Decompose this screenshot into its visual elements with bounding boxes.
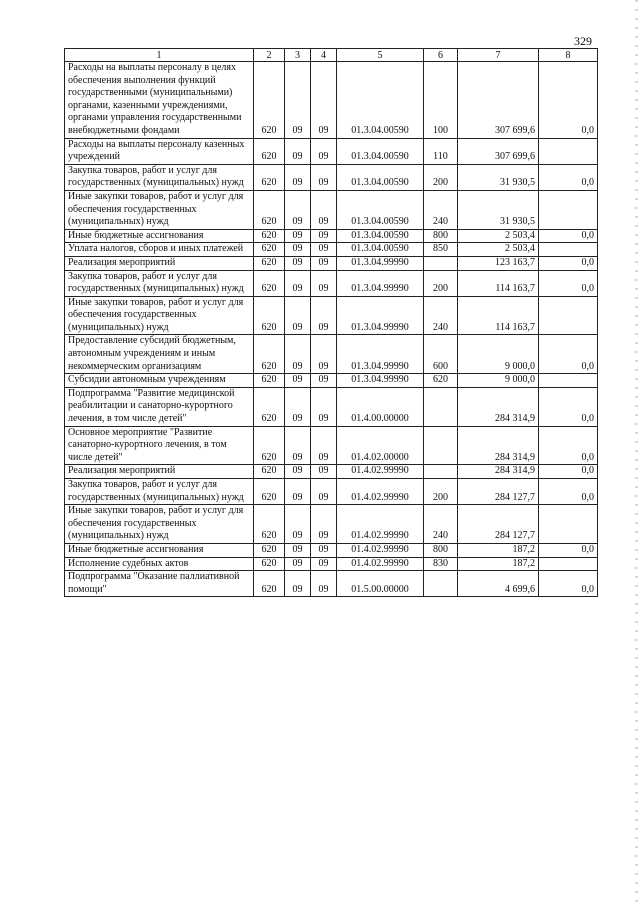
row-expense-type-cell [424, 571, 458, 597]
row-change-cell: 0,0 [539, 270, 598, 296]
table-row [65, 164, 598, 190]
row-amount-cell: 284 314,9 [458, 426, 539, 465]
header-col-7: 7 [458, 49, 539, 62]
row-amount-cell: 284 314,9 [458, 387, 539, 426]
row-name-cell: Субсидии автономным учреждениям [65, 374, 254, 388]
row-code-cell: 620 [254, 571, 285, 597]
row-section-cell: 09 [285, 543, 311, 557]
row-section-cell: 09 [285, 256, 311, 270]
row-expense-type-cell: 110 [424, 138, 458, 164]
row-change-cell [539, 296, 598, 335]
scan-edge-mark [635, 0, 638, 905]
row-target-article-cell: 01.3.04.00590 [337, 229, 424, 243]
table-row [65, 465, 598, 479]
row-expense-type-cell: 200 [424, 479, 458, 505]
row-target-article-cell: 01.3.04.99990 [337, 256, 424, 270]
row-target-article-cell: 01.3.04.99990 [337, 296, 424, 335]
row-expense-type-cell: 600 [424, 335, 458, 374]
row-target-article-cell: 01.3.04.00590 [337, 164, 424, 190]
row-expense-type-cell [424, 426, 458, 465]
header-col-2: 2 [254, 49, 285, 62]
row-subsection-cell: 09 [311, 164, 337, 190]
row-code-cell: 620 [254, 243, 285, 257]
row-name-cell: Реализация мероприятий [65, 256, 254, 270]
row-code-cell: 620 [254, 505, 285, 544]
row-expense-type-cell: 850 [424, 243, 458, 257]
row-change-cell: 0,0 [539, 164, 598, 190]
row-section-cell: 09 [285, 335, 311, 374]
row-amount-cell: 114 163,7 [458, 270, 539, 296]
row-change-cell: 0,0 [539, 465, 598, 479]
row-section-cell: 09 [285, 479, 311, 505]
row-code-cell: 620 [254, 256, 285, 270]
table-row [65, 571, 598, 597]
row-amount-cell: 4 699,6 [458, 571, 539, 597]
row-target-article-cell: 01.3.04.00590 [337, 190, 424, 229]
row-amount-cell: 284 127,7 [458, 505, 539, 544]
row-subsection-cell: 09 [311, 62, 337, 139]
row-code-cell: 620 [254, 164, 285, 190]
row-target-article-cell: 01.4.02.99990 [337, 557, 424, 571]
row-name-cell: Закупка товаров, работ и услуг для государственных (муниципальных) нужд [65, 270, 254, 296]
row-subsection-cell: 09 [311, 374, 337, 388]
row-target-article-cell: 01.4.02.99990 [337, 505, 424, 544]
row-amount-cell: 9 000,0 [458, 374, 539, 388]
row-name-cell: Исполнение судебных актов [65, 557, 254, 571]
row-subsection-cell: 09 [311, 465, 337, 479]
row-amount-cell: 2 503,4 [458, 243, 539, 257]
row-section-cell: 09 [285, 270, 311, 296]
row-target-article-cell: 01.5.00.00000 [337, 571, 424, 597]
row-name-cell: Предоставление субсидий бюджетным, автономным учреждениям и иным некоммерческим организациям [65, 335, 254, 374]
row-change-cell [539, 243, 598, 257]
row-target-article-cell: 01.3.04.00590 [337, 62, 424, 139]
row-expense-type-cell: 830 [424, 557, 458, 571]
row-section-cell: 09 [285, 138, 311, 164]
row-section-cell: 09 [285, 296, 311, 335]
header-row [65, 49, 598, 62]
row-name-cell: Закупка товаров, работ и услуг для государственных (муниципальных) нужд [65, 479, 254, 505]
row-subsection-cell: 09 [311, 557, 337, 571]
row-code-cell: 620 [254, 557, 285, 571]
row-change-cell: 0,0 [539, 571, 598, 597]
row-amount-cell: 31 930,5 [458, 190, 539, 229]
row-expense-type-cell: 240 [424, 505, 458, 544]
row-name-cell: Расходы на выплаты персоналу в целях обеспечения выполнения функций государственными (муниципальными) органами, казенными учреждениями, органами управления государственными внебюджетными фондами [65, 62, 254, 139]
row-subsection-cell: 09 [311, 426, 337, 465]
row-name-cell: Реализация мероприятий [65, 465, 254, 479]
row-name-cell: Уплата налогов, сборов и иных платежей [65, 243, 254, 257]
row-change-cell: 0,0 [539, 256, 598, 270]
row-change-cell [539, 505, 598, 544]
row-amount-cell: 307 699,6 [458, 138, 539, 164]
row-change-cell: 0,0 [539, 387, 598, 426]
row-subsection-cell: 09 [311, 571, 337, 597]
row-expense-type-cell [424, 465, 458, 479]
row-subsection-cell: 09 [311, 387, 337, 426]
row-section-cell: 09 [285, 387, 311, 426]
row-change-cell [539, 374, 598, 388]
row-amount-cell: 284 127,7 [458, 479, 539, 505]
row-code-cell: 620 [254, 387, 285, 426]
row-section-cell: 09 [285, 505, 311, 544]
row-name-cell: Расходы на выплаты персоналу казенных учреждений [65, 138, 254, 164]
row-change-cell [539, 138, 598, 164]
header-col-8: 8 [539, 49, 598, 62]
row-name-cell: Подпрограмма "Развитие медицинской реабилитации и санаторно-курортного лечения, в том числе детей" [65, 387, 254, 426]
row-section-cell: 09 [285, 190, 311, 229]
table-row [65, 243, 598, 257]
row-subsection-cell: 09 [311, 270, 337, 296]
budget-table [64, 48, 598, 597]
row-target-article-cell: 01.3.04.99990 [337, 270, 424, 296]
table-row [65, 190, 598, 229]
table-row [65, 505, 598, 544]
row-code-cell: 620 [254, 479, 285, 505]
row-expense-type-cell: 100 [424, 62, 458, 139]
row-section-cell: 09 [285, 557, 311, 571]
row-expense-type-cell: 800 [424, 229, 458, 243]
row-expense-type-cell: 620 [424, 374, 458, 388]
row-code-cell: 620 [254, 543, 285, 557]
row-target-article-cell: 01.4.00.00000 [337, 387, 424, 426]
row-change-cell: 0,0 [539, 426, 598, 465]
row-subsection-cell: 09 [311, 479, 337, 505]
row-code-cell: 620 [254, 465, 285, 479]
row-amount-cell: 284 314,9 [458, 465, 539, 479]
table-row [65, 270, 598, 296]
row-code-cell: 620 [254, 138, 285, 164]
row-name-cell: Иные бюджетные ассигнования [65, 543, 254, 557]
row-change-cell [539, 190, 598, 229]
row-section-cell: 09 [285, 465, 311, 479]
row-section-cell: 09 [285, 426, 311, 465]
table-row [65, 256, 598, 270]
row-name-cell: Иные закупки товаров, работ и услуг для обеспечения государственных (муниципальных) нужд [65, 505, 254, 544]
row-section-cell: 09 [285, 164, 311, 190]
row-code-cell: 620 [254, 62, 285, 139]
table-row [65, 296, 598, 335]
row-target-article-cell: 01.4.02.99990 [337, 465, 424, 479]
row-expense-type-cell: 200 [424, 270, 458, 296]
row-section-cell: 09 [285, 62, 311, 139]
row-change-cell: 0,0 [539, 335, 598, 374]
row-amount-cell: 2 503,4 [458, 229, 539, 243]
row-section-cell: 09 [285, 571, 311, 597]
row-section-cell: 09 [285, 243, 311, 257]
row-expense-type-cell: 240 [424, 296, 458, 335]
row-change-cell: 0,0 [539, 479, 598, 505]
row-code-cell: 620 [254, 190, 285, 229]
row-subsection-cell: 09 [311, 296, 337, 335]
header-col-3: 3 [285, 49, 311, 62]
row-expense-type-cell [424, 387, 458, 426]
row-amount-cell: 31 930,5 [458, 164, 539, 190]
row-subsection-cell: 09 [311, 335, 337, 374]
row-amount-cell: 9 000,0 [458, 335, 539, 374]
row-amount-cell: 187,2 [458, 543, 539, 557]
row-target-article-cell: 01.3.04.00590 [337, 243, 424, 257]
table-row [65, 387, 598, 426]
row-target-article-cell: 01.4.02.00000 [337, 426, 424, 465]
row-code-cell: 620 [254, 296, 285, 335]
row-subsection-cell: 09 [311, 256, 337, 270]
row-name-cell: Иные закупки товаров, работ и услуг для обеспечения государственных (муниципальных) нужд [65, 296, 254, 335]
table-row [65, 543, 598, 557]
row-change-cell: 0,0 [539, 62, 598, 139]
row-name-cell: Подпрограмма "Оказание паллиативной помощи" [65, 571, 254, 597]
row-name-cell: Основное мероприятие "Развитие санаторно-курортного лечения, в том числе детей" [65, 426, 254, 465]
row-change-cell: 0,0 [539, 229, 598, 243]
row-code-cell: 620 [254, 374, 285, 388]
row-change-cell [539, 557, 598, 571]
row-target-article-cell: 01.3.04.99990 [337, 335, 424, 374]
row-code-cell: 620 [254, 270, 285, 296]
row-subsection-cell: 09 [311, 138, 337, 164]
row-amount-cell: 123 163,7 [458, 256, 539, 270]
row-subsection-cell: 09 [311, 190, 337, 229]
row-expense-type-cell: 240 [424, 190, 458, 229]
row-amount-cell: 307 699,6 [458, 62, 539, 139]
row-subsection-cell: 09 [311, 505, 337, 544]
row-change-cell: 0,0 [539, 543, 598, 557]
row-subsection-cell: 09 [311, 229, 337, 243]
header-col-4: 4 [311, 49, 337, 62]
table-body [65, 62, 598, 597]
row-target-article-cell: 01.4.02.99990 [337, 543, 424, 557]
table-row [65, 138, 598, 164]
row-code-cell: 620 [254, 229, 285, 243]
row-name-cell: Иные закупки товаров, работ и услуг для обеспечения государственных (муниципальных) нужд [65, 190, 254, 229]
row-subsection-cell: 09 [311, 543, 337, 557]
row-expense-type-cell: 200 [424, 164, 458, 190]
table-row [65, 62, 598, 139]
row-code-cell: 620 [254, 426, 285, 465]
table-row [65, 335, 598, 374]
row-subsection-cell: 09 [311, 243, 337, 257]
row-section-cell: 09 [285, 229, 311, 243]
row-expense-type-cell: 800 [424, 543, 458, 557]
row-name-cell: Закупка товаров, работ и услуг для государственных (муниципальных) нужд [65, 164, 254, 190]
page-number: 329 [574, 34, 592, 48]
row-target-article-cell: 01.3.04.00590 [337, 138, 424, 164]
table-row [65, 426, 598, 465]
header-col-5: 5 [337, 49, 424, 62]
row-section-cell: 09 [285, 374, 311, 388]
row-expense-type-cell [424, 256, 458, 270]
row-amount-cell: 114 163,7 [458, 296, 539, 335]
table-row [65, 229, 598, 243]
header-col-1: 1 [65, 49, 254, 62]
row-name-cell: Иные бюджетные ассигнования [65, 229, 254, 243]
row-amount-cell: 187,2 [458, 557, 539, 571]
header-col-6: 6 [424, 49, 458, 62]
row-target-article-cell: 01.4.02.99990 [337, 479, 424, 505]
row-code-cell: 620 [254, 335, 285, 374]
row-target-article-cell: 01.3.04.99990 [337, 374, 424, 388]
table-row [65, 374, 598, 388]
table-row [65, 479, 598, 505]
table-row [65, 557, 598, 571]
